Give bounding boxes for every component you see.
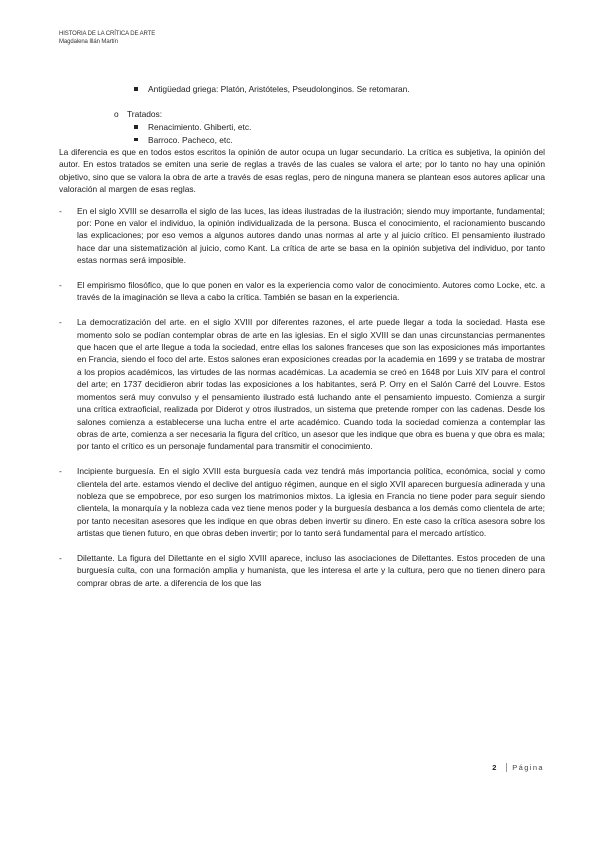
author-name: Magdalena Illán Martín	[59, 39, 118, 45]
section-item	[59, 316, 545, 452]
section-item	[59, 279, 545, 304]
square-bullet-icon	[134, 87, 138, 91]
page-number: 2	[492, 763, 497, 772]
list-item	[59, 121, 545, 133]
list-item	[59, 83, 545, 95]
section-item	[59, 465, 545, 539]
list-item-text: Renacimiento. Ghiberti, etc.	[148, 122, 252, 133]
document-header	[59, 30, 155, 46]
dash-marker: -	[59, 466, 62, 477]
intro-paragraph: La diferencia es que en todos estos escritos la opinión de autor ocupa un lugar secundario. La crítica es subjetiva, la opinión del autor. En estos tratados se emiten una serie de reglas a través de las cuales se valora el arte; por lo tanto no hay una opinión objetivo, sino que se valora la obra de arte a través de esas reglas, pero de ninguna manera se plantean esos autores aplicar una valoración al margen de esas reglas.	[59, 147, 545, 195]
tratados-sub-list	[59, 121, 545, 146]
page-footer	[492, 763, 544, 772]
square-bullet-icon	[134, 125, 138, 129]
section-item	[59, 205, 545, 267]
page-label: Página	[512, 763, 544, 772]
square-bullet-icon	[134, 138, 138, 142]
tratados-label: Tratados:	[127, 108, 163, 119]
section-text: El empirismo filosófico, que lo que ponen en valor es la experiencia como valor de conocimiento. Autores como Locke, etc. a través de la imaginación se lleva a cabo la crítica. También se basan en la experiencia.	[77, 280, 545, 303]
section-text: Dilettante. La figura del Dilettante en el siglo XVIII aparece, incluso las asociaciones de Dilettantes. Estos proceden de una burguesía culta, con una formación amplia y humanista, que les interesa el arte y la cultura, pero que no tienen dinero para comprar obras de arte. a diferencia de los que las	[77, 552, 545, 588]
dash-marker: -	[59, 280, 62, 291]
page-content	[59, 83, 545, 602]
section-item	[59, 552, 545, 589]
dash-marker: -	[59, 205, 62, 216]
list-item-text: Barroco. Pacheco, etc.	[148, 134, 233, 145]
section-text: La democratización del arte. en el siglo XVIII por diferentes razones, el arte puede llegar a toda la sociedad. Hasta ese momento solo se podían contemplar obras de arte en las iglesias. En el siglo XVIII se dan unas circunstancias permanentes que hacen que el arte llegue a toda la sociedad, entre ellas los salones franceses que son las exposiciones más importantes en Francia, siendo el foco del arte. Estos salones eran exposiciones creadas por la academia en 1699 y se trataba de mostrar a los propios académicos, las virtudes de las normas académicas. La academia se creó en 1648 por Luis XIV para el control del arte; en 1737 decidieron abrir todas las exposiciones a los habitantes, será P. Orry en el Salón Carré del Louvre. Estos momentos será muy convulso y el pensamiento ilustrado está luchando ante el pensamiento impuesto. Comienza a surgir una crítica extraoficial, realizada por Diderot y otros ilustrados, un sistema que pretende romper con las cadenas. Desde los salones comienza a establecerse una lucha entre el arte académico. Cuando toda la sociedad comienza a contemplar las obras de arte, comienza a ser necesaria la figura del crítico, un asesor que les indique que obra es buena y que obra es mala; por tanto el crítico es un personaje fundamental para transmitir el conocimiento.	[77, 317, 545, 452]
list-item-text: Antigüedad griega: Platón, Aristóteles, Pseudolonginos. Se retomaran.	[148, 84, 410, 94]
dash-marker: -	[59, 317, 62, 328]
list-item	[59, 134, 545, 146]
top-bullet-list	[59, 83, 545, 95]
section-text: Incipiente burguesía. En el siglo XVIII esta burguesía cada vez tendrá más importancia política, económica, social y como clientela del arte. estamos viendo el declive del antiguo régimen, aunque en el siglo XVII aparecen burguesía adinerada y una nobleza que se empobrece, por eso surgen los matrimonios mixtos. La iglesia en Francia no tiene poder para seguir siendo clientela, la monarquía y la nobleza cada vez tiene menos poder y la burguesía desbanca a los demás como clientela de arte; por tanto necesitan asesores que les indique en que obras deben invertir su dinero. En este caso la crítica asesora sobre los artistas que tienen futuro, en que obras deben invertir; por lo tanto será fundamental para el mercado artístico.	[77, 466, 545, 539]
sections-list	[59, 205, 545, 590]
course-title: HISTORIA DE LA CRÍTICA DE ARTE	[59, 31, 156, 37]
tratados-item	[59, 108, 545, 120]
circle-bullet-icon: o	[114, 108, 119, 119]
section-text: En el siglo XVIII se desarrolla el siglo de las luces, las ideas ilustradas de la ilustración; siendo muy importante, fundamental; por: Pone en valor el individuo, la opinión individualizada de la persona. Busca el conocimiento, el racionamiento buscando las explicaciones; por eso vemos a algunos autores dando unas normas al arte y al juicio crítico. El pensamiento ilustrado hace dar una sistematización al juicio, como Kant. La crítica de arte se basa en la opinión subjetiva del individuo, por tanto estas normas será imposible.	[77, 205, 545, 266]
dash-marker: -	[59, 552, 62, 563]
